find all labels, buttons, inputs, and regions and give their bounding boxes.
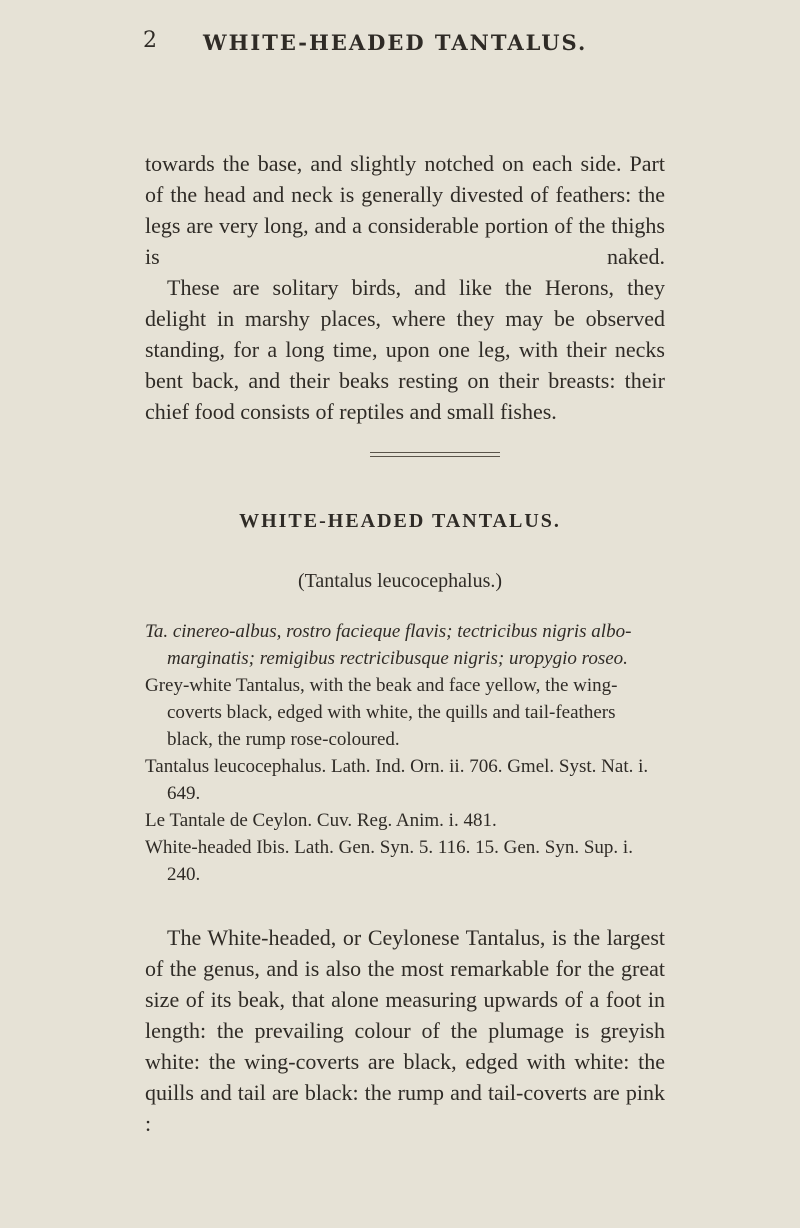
english-diagnosis: Grey-white Tantalus, with the beak and face yellow, the wing-coverts black, edged with white, the quills and tail-feathers black, the rump rose-coloured. [145, 675, 618, 750]
section-title: WHITE-HEADED TANTALUS. [239, 510, 561, 532]
reference-1: Tantalus leucocephalus. Lath. Ind. Orn. ii. 706. Gmel. Syst. Nat. i. 649. [145, 756, 649, 804]
latin-diagnosis: Ta. cinereo-albus, rostro facieque flavis; tectricibus nigris albo-marginatis; remigibus rectricibusque nigris; uropygio roseo. [145, 621, 632, 669]
section-divider [370, 452, 500, 457]
description-paragraph: The White-headed, or Ceylonese Tantalus, is the largest of the genus, and is also the most remarkable for the great size of its beak, that alone measuring upwards of a foot in length: the prevailing colour of the plumage is greyish white: the wing-coverts are black, edged with white: the quills and tail are black: the rump and tail-coverts are pink : [145, 925, 665, 1136]
reference-2: Le Tantale de Ceylon. Cuv. Reg. Anim. i. 481. [145, 810, 497, 831]
page-number: 2 [143, 28, 157, 53]
intro-text [145, 148, 665, 427]
description-text [145, 922, 665, 1139]
reference-3: White-headed Ibis. Lath. Gen. Syn. 5. 116. 15. Gen. Syn. Sup. i. 240. [145, 837, 633, 885]
intro-paragraph-2: These are solitary birds, and like the Herons, they delight in marshy places, where they may be observed standing, for a long time, upon one leg, with their necks bent back, and their beaks resting on their breasts: their chief food consists of reptiles and small fishes. [145, 275, 665, 424]
running-title: WHITE-HEADED TANTALUS. [203, 30, 588, 55]
intro-paragraph-1: towards the base, and slightly notched on each side. Part of the head and neck is generally divested of feathers: the legs are very long, and a considerable portion of the thighs is naked. [145, 151, 665, 269]
scientific-name: (Tantalus leucocephalus.) [297, 570, 503, 592]
page-header [0, 28, 800, 56]
synonymy-block [145, 618, 665, 888]
